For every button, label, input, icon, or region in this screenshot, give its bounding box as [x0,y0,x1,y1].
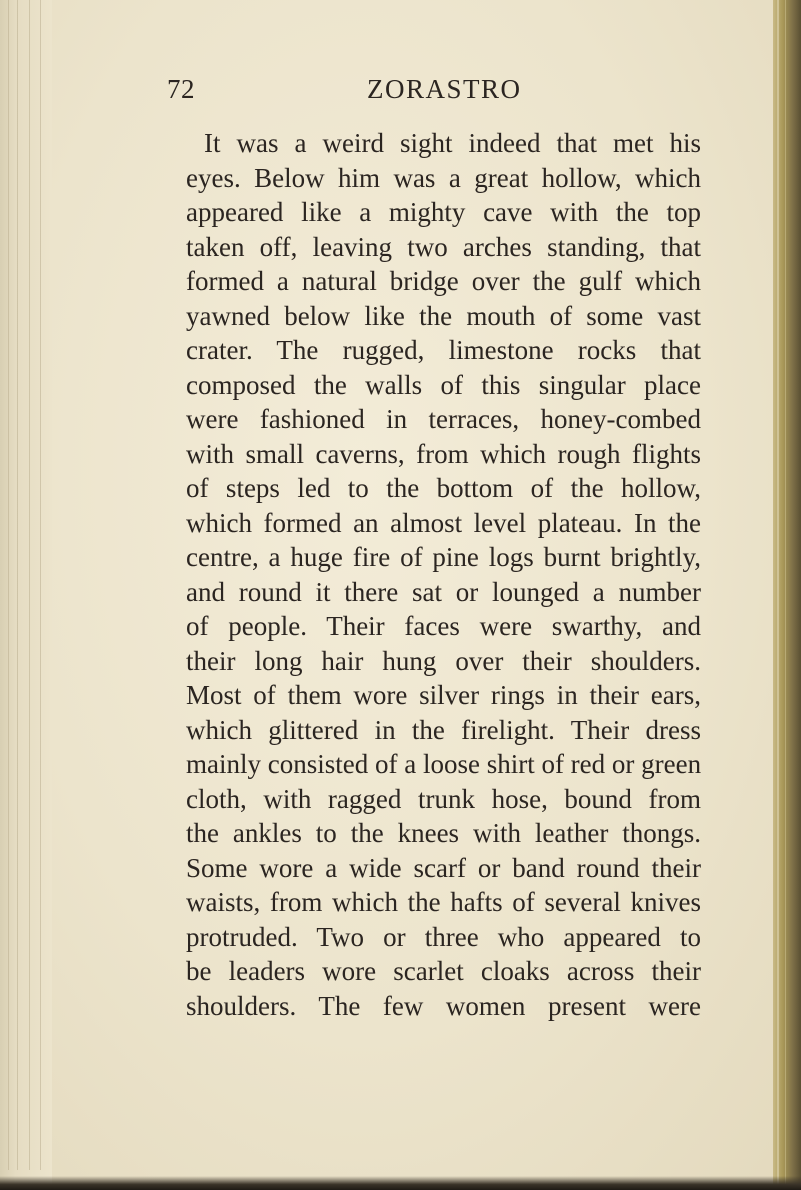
text-line: It was a weird sight indeed that met his [204,128,701,158]
text-line: be leaders wore scarlet cloaks across their [186,956,701,986]
text-line: and round it there sat or lounged a number [186,576,701,607]
page-edge-stack [773,0,801,1190]
bottom-shadow [0,1176,801,1190]
text-line: their long hair hung over their shoulders. [186,645,701,676]
text-line: of steps led to the bottom of the hollow, [186,473,701,503]
text-line: formed a natural bridge over the gulf which [186,266,701,296]
running-title: ZORASTRO [367,74,522,104]
text-line: taken off, leaving two arches standing, that [186,231,701,262]
text-line: with small caverns, from which rough flights [186,438,701,469]
text-line: composed the walls of this singular place [186,369,701,400]
text-line: which glittered in the firelight. Their dress [186,714,701,745]
text-line: appeared like a mighty cave with the top [186,197,701,227]
body-paragraph [186,126,701,1023]
text-line: eyes. Below him was a great hollow, which [186,162,701,193]
text-line: the ankles to the knees with leather thongs. [186,818,701,848]
text-line: were fashioned in terraces, honey-combed [186,404,701,434]
text-line: which formed an almost level plateau. In the [186,507,701,538]
text-line: centre, a huge fire of pine logs burnt brightly, [186,542,701,572]
running-header [167,74,707,110]
text-line: Some wore a wide scarf or band round their [186,852,701,883]
text-line: mainly consisted of a loose shirt of red or green [186,749,702,779]
text-line: cloth, with ragged trunk hose, bound from [186,783,701,814]
gutter-line [17,0,18,1170]
text-line: protruded. Two or three who appeared to [186,921,701,952]
text-line: Most of them wore silver rings in their ears, [186,680,701,710]
gutter-line [29,0,30,1170]
text-line: yawned below like the mouth of some vast [186,300,701,331]
text-line: shoulders. The few women present were [186,990,701,1021]
text-line: crater. The rugged, limestone rocks that [186,335,701,365]
binding-gutter [0,0,52,1190]
text-line: waists, from which the hafts of several knives [186,887,701,917]
gutter-line [40,0,41,1170]
text-line: of people. Their faces were swarthy, and [186,611,701,641]
page-number: 72 [167,74,195,104]
gutter-line [8,0,9,1170]
